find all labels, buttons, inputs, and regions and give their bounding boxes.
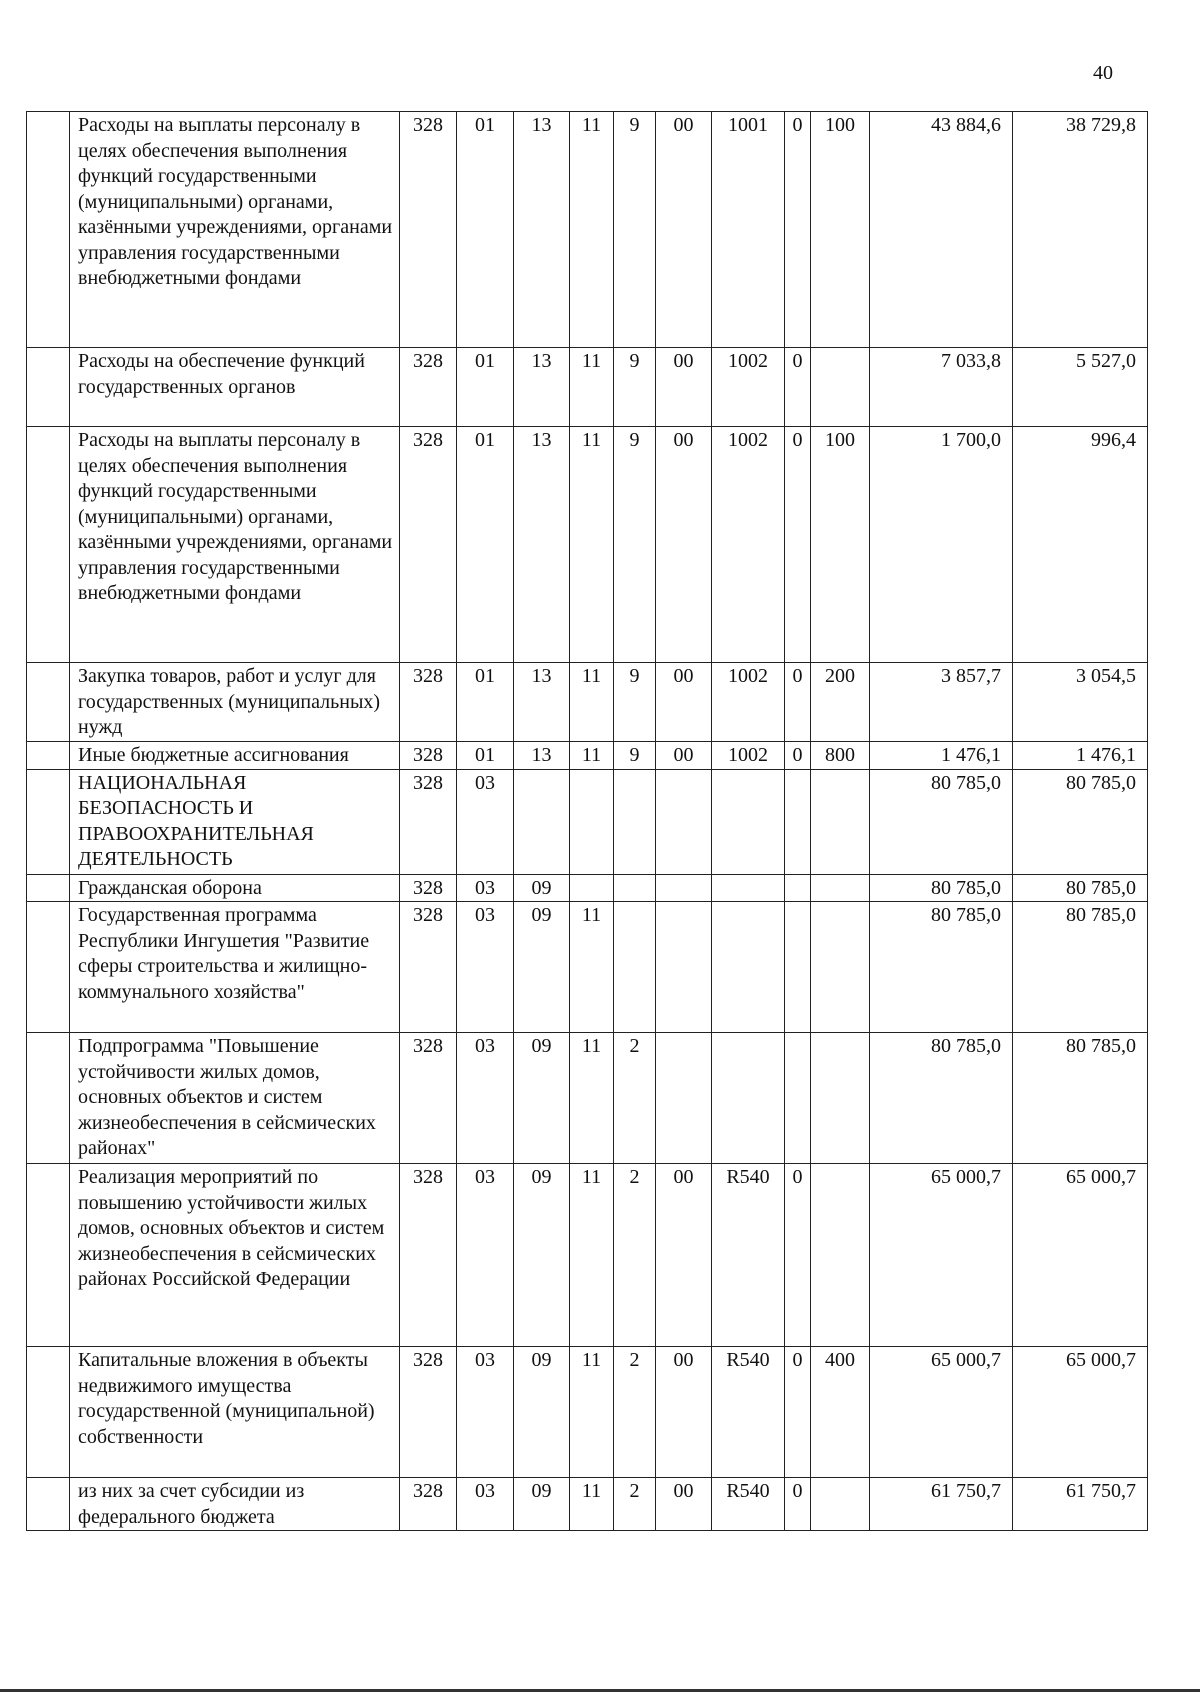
cell-c8 — [785, 1033, 811, 1164]
cell-c3: 13 — [514, 742, 570, 770]
cell-c1: 328 — [400, 348, 457, 427]
cell-c6: 00 — [656, 1164, 712, 1347]
cell-c2: 03 — [457, 1347, 514, 1478]
cell-v2: 80 785,0 — [1013, 1033, 1148, 1164]
cell-c2: 01 — [457, 112, 514, 348]
cell-c2: 01 — [457, 348, 514, 427]
cell-blank — [27, 1347, 70, 1478]
cell-c5 — [614, 902, 656, 1033]
cell-c5: 2 — [614, 1033, 656, 1164]
table-body — [27, 112, 1148, 1531]
cell-v1: 1 476,1 — [870, 742, 1013, 770]
cell-name: Подпрограмма "Повышение устойчивости жилых домов, основных объектов и систем жизнеобеспечения в сейсмических районах" — [70, 1033, 400, 1164]
cell-c1: 328 — [400, 1033, 457, 1164]
cell-blank — [27, 742, 70, 770]
cell-c4 — [570, 769, 614, 874]
cell-c1: 328 — [400, 112, 457, 348]
cell-blank — [27, 1164, 70, 1347]
cell-c2: 03 — [457, 1478, 514, 1531]
cell-name: Закупка товаров, работ и услуг для государственных (муниципальных) нужд — [70, 663, 400, 742]
cell-c3: 13 — [514, 112, 570, 348]
cell-c8: 0 — [785, 1347, 811, 1478]
table-row — [27, 1478, 1148, 1531]
cell-c6: 00 — [656, 348, 712, 427]
cell-name: Расходы на выплаты персоналу в целях обеспечения выполнения функций государственными (муниципальными) органами, казёнными учреждениями, органами управления государственными внебюджетными фондами — [70, 112, 400, 348]
table-row — [27, 1347, 1148, 1478]
cell-v2: 80 785,0 — [1013, 769, 1148, 874]
cell-c7: R540 — [712, 1347, 785, 1478]
cell-blank — [27, 112, 70, 348]
cell-c9 — [811, 1478, 870, 1531]
cell-c9 — [811, 902, 870, 1033]
cell-v2: 80 785,0 — [1013, 902, 1148, 1033]
cell-v1: 7 033,8 — [870, 348, 1013, 427]
cell-v1: 80 785,0 — [870, 769, 1013, 874]
table-row — [27, 663, 1148, 742]
cell-c6: 00 — [656, 663, 712, 742]
cell-c6: 00 — [656, 1478, 712, 1531]
cell-c7: 1001 — [712, 112, 785, 348]
cell-v1: 61 750,7 — [870, 1478, 1013, 1531]
cell-c7: 1002 — [712, 348, 785, 427]
cell-name: Расходы на выплаты персоналу в целях обеспечения выполнения функций государственными (муниципальными) органами, казёнными учреждениями, органами управления государственными внебюджетными фондами — [70, 427, 400, 663]
cell-blank — [27, 902, 70, 1033]
cell-c2: 01 — [457, 742, 514, 770]
cell-c1: 328 — [400, 742, 457, 770]
table-row — [27, 1164, 1148, 1347]
cell-c2: 03 — [457, 902, 514, 1033]
cell-name: НАЦИОНАЛЬНАЯ БЕЗОПАСНОСТЬ И ПРАВООХРАНИТЕЛЬНАЯ ДЕЯТЕЛЬНОСТЬ — [70, 769, 400, 874]
cell-c7 — [712, 902, 785, 1033]
cell-c5: 9 — [614, 348, 656, 427]
cell-name: Государственная программа Республики Ингушетия "Развитие сферы строительства и жилищно-коммунального хозяйства" — [70, 902, 400, 1033]
cell-c6: 00 — [656, 427, 712, 663]
cell-c4: 11 — [570, 1033, 614, 1164]
cell-c7: 1002 — [712, 427, 785, 663]
cell-v1: 80 785,0 — [870, 1033, 1013, 1164]
cell-c6 — [656, 874, 712, 902]
cell-v2: 80 785,0 — [1013, 874, 1148, 902]
cell-c9 — [811, 1033, 870, 1164]
cell-c3: 13 — [514, 348, 570, 427]
cell-c3: 09 — [514, 1478, 570, 1531]
cell-c9: 800 — [811, 742, 870, 770]
cell-blank — [27, 874, 70, 902]
cell-c5 — [614, 874, 656, 902]
cell-c4: 11 — [570, 1164, 614, 1347]
cell-c6: 00 — [656, 1347, 712, 1478]
cell-v1: 1 700,0 — [870, 427, 1013, 663]
cell-c4: 11 — [570, 1347, 614, 1478]
cell-c3 — [514, 769, 570, 874]
cell-c5: 2 — [614, 1164, 656, 1347]
cell-c8 — [785, 874, 811, 902]
cell-v2: 61 750,7 — [1013, 1478, 1148, 1531]
cell-c3: 09 — [514, 1164, 570, 1347]
table-row — [27, 902, 1148, 1033]
cell-c4: 11 — [570, 663, 614, 742]
cell-c4: 11 — [570, 112, 614, 348]
cell-c8: 0 — [785, 1478, 811, 1531]
cell-c8: 0 — [785, 427, 811, 663]
cell-c3: 13 — [514, 427, 570, 663]
cell-v1: 80 785,0 — [870, 902, 1013, 1033]
cell-c9 — [811, 348, 870, 427]
cell-c4: 11 — [570, 742, 614, 770]
cell-c4: 11 — [570, 348, 614, 427]
cell-c5 — [614, 769, 656, 874]
cell-c2: 03 — [457, 1164, 514, 1347]
cell-c1: 328 — [400, 874, 457, 902]
cell-c8: 0 — [785, 663, 811, 742]
cell-c4: 11 — [570, 902, 614, 1033]
cell-v1: 80 785,0 — [870, 874, 1013, 902]
cell-c2: 03 — [457, 1033, 514, 1164]
cell-c5: 9 — [614, 112, 656, 348]
cell-c9: 100 — [811, 112, 870, 348]
cell-c2: 03 — [457, 874, 514, 902]
cell-c8: 0 — [785, 742, 811, 770]
table-row — [27, 427, 1148, 663]
cell-c3: 09 — [514, 902, 570, 1033]
cell-c2: 03 — [457, 769, 514, 874]
cell-c9 — [811, 874, 870, 902]
cell-c8: 0 — [785, 112, 811, 348]
cell-name: Расходы на обеспечение функций государственных органов — [70, 348, 400, 427]
table-row — [27, 1033, 1148, 1164]
cell-c6: 00 — [656, 742, 712, 770]
cell-name: из них за счет субсидии из федерального бюджета — [70, 1478, 400, 1531]
cell-c4 — [570, 874, 614, 902]
cell-c9: 400 — [811, 1347, 870, 1478]
cell-v2: 65 000,7 — [1013, 1164, 1148, 1347]
cell-c5: 9 — [614, 663, 656, 742]
cell-blank — [27, 1033, 70, 1164]
cell-v2: 3 054,5 — [1013, 663, 1148, 742]
cell-c7 — [712, 769, 785, 874]
cell-c8 — [785, 769, 811, 874]
cell-c9 — [811, 1164, 870, 1347]
cell-v2: 38 729,8 — [1013, 112, 1148, 348]
cell-c1: 328 — [400, 427, 457, 663]
cell-c8: 0 — [785, 1164, 811, 1347]
cell-blank — [27, 663, 70, 742]
cell-c7 — [712, 874, 785, 902]
cell-blank — [27, 769, 70, 874]
cell-c3: 09 — [514, 1033, 570, 1164]
table-row — [27, 769, 1148, 874]
cell-c7: 1002 — [712, 663, 785, 742]
budget-table — [26, 111, 1148, 1531]
cell-c7 — [712, 1033, 785, 1164]
cell-c1: 328 — [400, 1347, 457, 1478]
cell-c9: 100 — [811, 427, 870, 663]
cell-blank — [27, 348, 70, 427]
cell-c5: 2 — [614, 1478, 656, 1531]
page-number: 40 — [1093, 62, 1113, 84]
cell-v2: 65 000,7 — [1013, 1347, 1148, 1478]
cell-c2: 01 — [457, 427, 514, 663]
cell-c6 — [656, 902, 712, 1033]
cell-name: Гражданская оборона — [70, 874, 400, 902]
cell-c2: 01 — [457, 663, 514, 742]
table-row — [27, 112, 1148, 348]
cell-v1: 65 000,7 — [870, 1347, 1013, 1478]
cell-c7: R540 — [712, 1478, 785, 1531]
cell-c3: 09 — [514, 1347, 570, 1478]
cell-name: Капитальные вложения в объекты недвижимого имущества государственной (муниципальной) собственности — [70, 1347, 400, 1478]
cell-v1: 43 884,6 — [870, 112, 1013, 348]
cell-name: Реализация мероприятий по повышению устойчивости жилых домов, основных объектов и систем жизнеобеспечения в сейсмических районах Российской Федерации — [70, 1164, 400, 1347]
cell-c4: 11 — [570, 427, 614, 663]
page-bottom-rule — [0, 1689, 1200, 1692]
cell-v1: 3 857,7 — [870, 663, 1013, 742]
cell-c5: 9 — [614, 742, 656, 770]
cell-c1: 328 — [400, 769, 457, 874]
cell-c9 — [811, 769, 870, 874]
cell-c3: 13 — [514, 663, 570, 742]
cell-c9: 200 — [811, 663, 870, 742]
cell-c6: 00 — [656, 112, 712, 348]
table-row — [27, 348, 1148, 427]
table-row — [27, 874, 1148, 902]
cell-c1: 328 — [400, 663, 457, 742]
cell-c5: 2 — [614, 1347, 656, 1478]
cell-v1: 65 000,7 — [870, 1164, 1013, 1347]
cell-c3: 09 — [514, 874, 570, 902]
cell-v2: 1 476,1 — [1013, 742, 1148, 770]
cell-name: Иные бюджетные ассигнования — [70, 742, 400, 770]
cell-v2: 996,4 — [1013, 427, 1148, 663]
cell-c5: 9 — [614, 427, 656, 663]
cell-blank — [27, 1478, 70, 1531]
cell-c7: R540 — [712, 1164, 785, 1347]
cell-v2: 5 527,0 — [1013, 348, 1148, 427]
cell-blank — [27, 427, 70, 663]
cell-c1: 328 — [400, 1478, 457, 1531]
cell-c8: 0 — [785, 348, 811, 427]
cell-c4: 11 — [570, 1478, 614, 1531]
cell-c6 — [656, 769, 712, 874]
table-row — [27, 742, 1148, 770]
cell-c7: 1002 — [712, 742, 785, 770]
cell-c6 — [656, 1033, 712, 1164]
cell-c8 — [785, 902, 811, 1033]
cell-c1: 328 — [400, 902, 457, 1033]
cell-c1: 328 — [400, 1164, 457, 1347]
